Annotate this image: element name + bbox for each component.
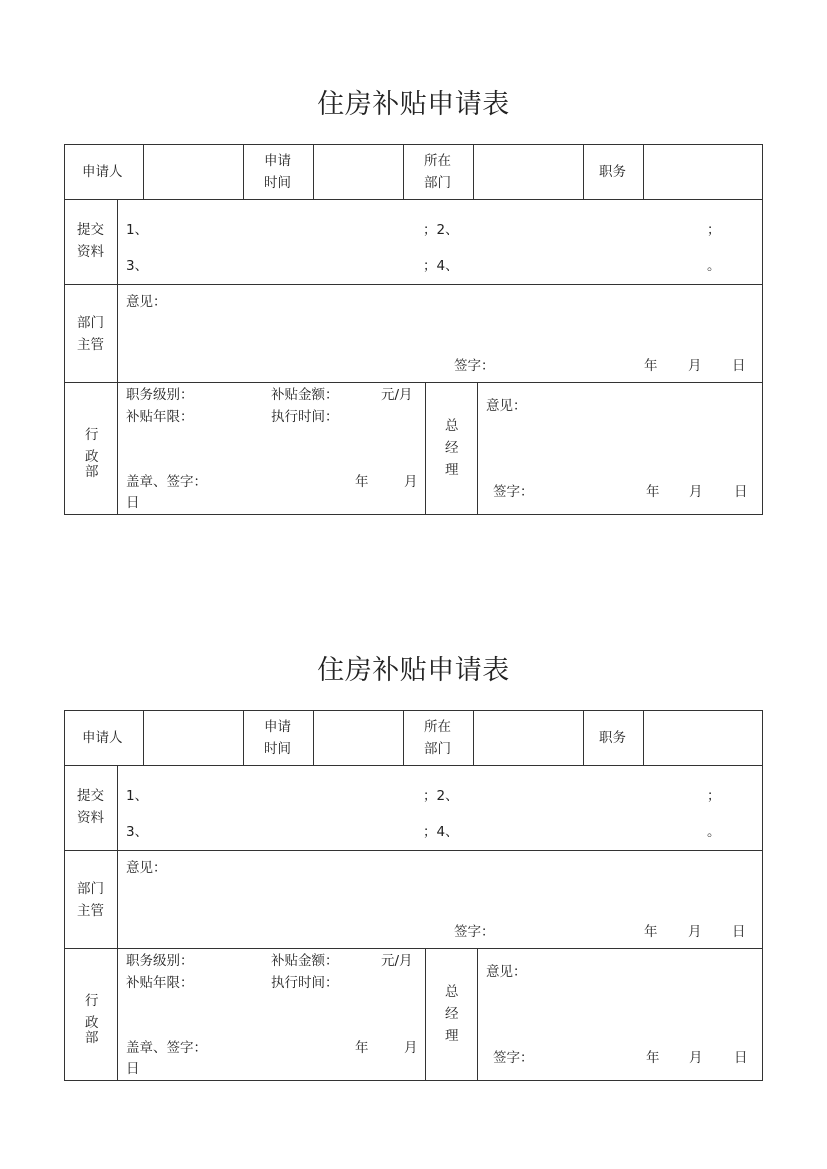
col-divider xyxy=(425,382,426,515)
department-value[interactable] xyxy=(478,716,578,760)
admin-unit: 元/月 xyxy=(381,953,413,969)
gm-label-2: 经 xyxy=(445,440,459,456)
table-border-bottom xyxy=(64,1080,763,1081)
material-item-2: ；2、 xyxy=(423,788,459,804)
admin-unit: 元/月 xyxy=(381,387,413,403)
col-divider xyxy=(143,144,144,200)
gm-label-2: 经 xyxy=(445,1006,459,1022)
admin-amount: 补贴金额： xyxy=(271,387,339,403)
admin-level: 职务级别： xyxy=(126,953,194,969)
admin-label-3: 部 xyxy=(85,1030,99,1046)
admin-years: 补贴年限： xyxy=(126,409,194,425)
supervisor-day: 日 xyxy=(732,924,746,940)
form-title: 住房补贴申请表 xyxy=(317,655,510,686)
col-divider xyxy=(403,710,404,766)
supervisor-month: 月 xyxy=(688,358,702,374)
material-item-end: 。 xyxy=(707,258,721,274)
supervisor-opinion: 意见： xyxy=(126,294,167,310)
material-item-end: ； xyxy=(707,222,721,238)
supervisor-label-2: 主管 xyxy=(77,903,104,919)
gm-day: 日 xyxy=(734,484,748,500)
apply-time-label-2: 时间 xyxy=(264,175,291,191)
material-item-4: ；4、 xyxy=(423,258,459,274)
admin-years: 补贴年限： xyxy=(126,975,194,991)
admin-year: 年 xyxy=(355,1040,369,1056)
gm-sign: 签字： xyxy=(493,1050,534,1066)
admin-label-3: 部 xyxy=(85,464,99,480)
admin-exec-time: 执行时间： xyxy=(271,975,339,991)
department-label: 所在 xyxy=(424,719,451,735)
material-item-end: 。 xyxy=(707,824,721,840)
position-label: 职务 xyxy=(599,164,626,180)
materials-label-2: 资料 xyxy=(77,244,104,260)
materials-label: 提交 xyxy=(77,222,104,238)
gm-sign: 签字： xyxy=(493,484,534,500)
material-item-1: 1、 xyxy=(126,788,149,804)
admin-level: 职务级别： xyxy=(126,387,194,403)
admin-seal-sign: 盖章、签字： xyxy=(126,474,207,490)
applicant-label: 申请人 xyxy=(82,730,123,746)
supervisor-day: 日 xyxy=(732,358,746,374)
row-divider xyxy=(64,199,763,200)
supervisor-sign: 签字： xyxy=(454,924,495,940)
gm-day: 日 xyxy=(734,1050,748,1066)
admin-exec-time: 执行时间： xyxy=(271,409,339,425)
admin-seal-sign: 盖章、签字： xyxy=(126,1040,207,1056)
materials-label: 提交 xyxy=(77,788,104,804)
admin-day: 日 xyxy=(126,495,140,511)
col-divider xyxy=(477,948,478,1081)
supervisor-year: 年 xyxy=(644,358,658,374)
col-divider xyxy=(583,710,584,766)
col-divider xyxy=(313,710,314,766)
admin-label-2: 政 xyxy=(85,1015,99,1031)
admin-month: 月 xyxy=(404,474,418,490)
row-divider xyxy=(64,850,763,851)
material-item-end: ； xyxy=(707,788,721,804)
material-item-2: ；2、 xyxy=(423,222,459,238)
row-divider xyxy=(64,765,763,766)
row-divider xyxy=(64,948,763,949)
material-item-4: ；4、 xyxy=(423,824,459,840)
apply-time-value[interactable] xyxy=(318,150,398,194)
admin-month: 月 xyxy=(404,1040,418,1056)
col-divider xyxy=(143,710,144,766)
position-label: 职务 xyxy=(599,730,626,746)
col-divider xyxy=(403,144,404,200)
material-item-3: 3、 xyxy=(126,258,149,274)
gm-opinion: 意见： xyxy=(486,964,527,980)
col-divider xyxy=(643,710,644,766)
col-divider xyxy=(473,710,474,766)
table-border-top xyxy=(64,710,763,711)
gm-month: 月 xyxy=(689,484,703,500)
department-label: 所在 xyxy=(424,153,451,169)
col-divider xyxy=(583,144,584,200)
material-item-1: 1、 xyxy=(126,222,149,238)
supervisor-sign: 签字： xyxy=(454,358,495,374)
gm-label: 总 xyxy=(445,418,459,434)
table-border-bottom xyxy=(64,514,763,515)
row-divider xyxy=(64,382,763,383)
col-divider xyxy=(477,382,478,515)
department-label-2: 部门 xyxy=(424,175,451,191)
gm-month: 月 xyxy=(689,1050,703,1066)
supervisor-opinion: 意见： xyxy=(126,860,167,876)
admin-label: 行 xyxy=(85,993,99,1009)
housing-subsidy-form-2 xyxy=(0,566,827,1077)
supervisor-label: 部门 xyxy=(77,881,104,897)
col-divider xyxy=(473,144,474,200)
apply-time-label: 申请 xyxy=(264,719,291,735)
applicant-value[interactable] xyxy=(150,150,238,194)
admin-day: 日 xyxy=(126,1061,140,1077)
admin-label-2: 政 xyxy=(85,449,99,465)
admin-year: 年 xyxy=(355,474,369,490)
supervisor-label-2: 主管 xyxy=(77,337,104,353)
position-value[interactable] xyxy=(648,150,758,194)
gm-year: 年 xyxy=(646,1050,660,1066)
material-item-3: 3、 xyxy=(126,824,149,840)
col-divider xyxy=(243,144,244,200)
department-label-2: 部门 xyxy=(424,741,451,757)
apply-time-label: 申请 xyxy=(264,153,291,169)
supervisor-label: 部门 xyxy=(77,315,104,331)
admin-label: 行 xyxy=(85,427,99,443)
gm-year: 年 xyxy=(646,484,660,500)
gm-opinion: 意见： xyxy=(486,398,527,414)
gm-label-3: 理 xyxy=(445,462,459,478)
admin-amount: 补贴金额： xyxy=(271,953,339,969)
col-divider xyxy=(313,144,314,200)
materials-label-2: 资料 xyxy=(77,810,104,826)
apply-time-value[interactable] xyxy=(318,716,398,760)
form-title: 住房补贴申请表 xyxy=(317,89,510,120)
table-border-top xyxy=(64,144,763,145)
applicant-value[interactable] xyxy=(150,716,238,760)
gm-label-3: 理 xyxy=(445,1028,459,1044)
supervisor-year: 年 xyxy=(644,924,658,940)
col-divider xyxy=(425,948,426,1081)
row-divider xyxy=(64,284,763,285)
col-divider xyxy=(643,144,644,200)
col-divider xyxy=(117,765,118,1081)
col-divider xyxy=(243,710,244,766)
department-value[interactable] xyxy=(478,150,578,194)
position-value[interactable] xyxy=(648,716,758,760)
housing-subsidy-form-1 xyxy=(0,0,827,511)
applicant-label: 申请人 xyxy=(82,164,123,180)
supervisor-month: 月 xyxy=(688,924,702,940)
apply-time-label-2: 时间 xyxy=(264,741,291,757)
col-divider xyxy=(117,199,118,515)
gm-label: 总 xyxy=(445,984,459,1000)
